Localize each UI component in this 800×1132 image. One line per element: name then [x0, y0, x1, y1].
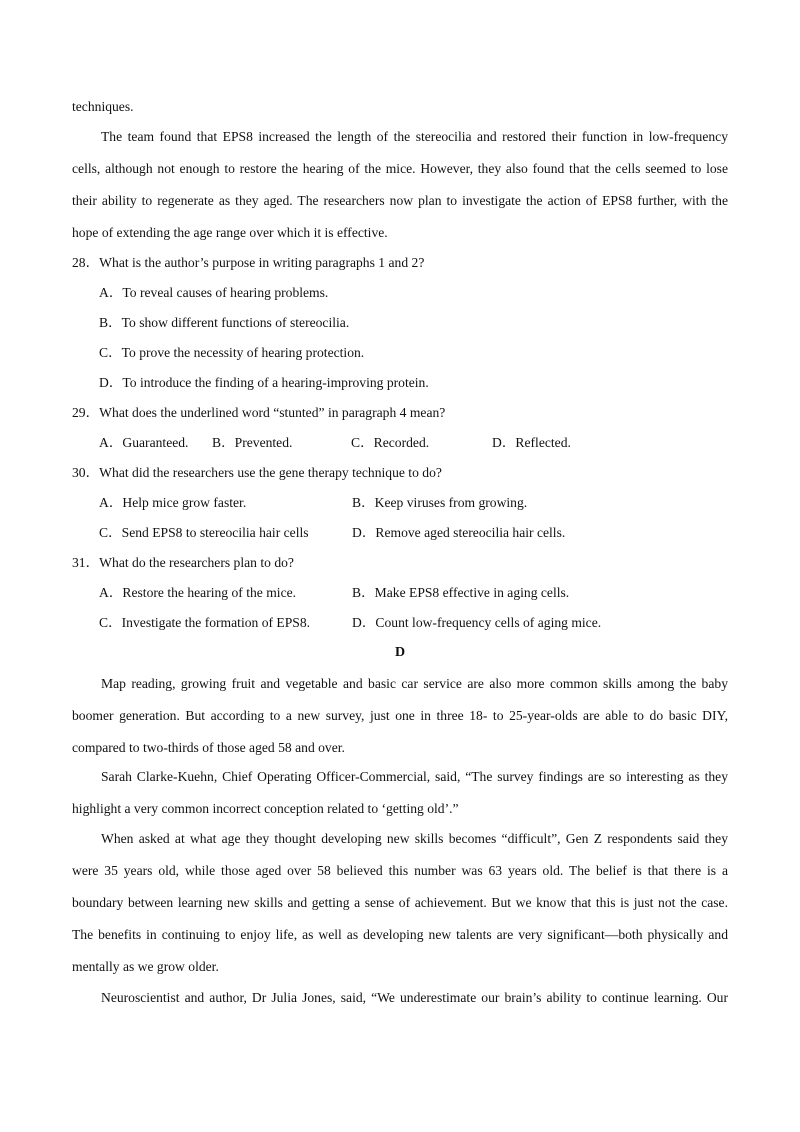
question-28-option-a: A．To reveal causes of hearing problems.: [99, 285, 329, 300]
question-30-option-c: C．Send EPS8 to stereocilia hair cells: [99, 525, 309, 540]
question-31-option-b: B．Make EPS8 effective in aging cells.: [352, 585, 570, 600]
passage-d-p3-line: mentally as we grow older.: [72, 959, 219, 974]
question-31-option-a: A．Restore the hearing of the mice.: [99, 585, 297, 600]
question-29-option-d: D．Reflected.: [492, 435, 571, 450]
question-29-option-b: B．Prevented.: [212, 435, 293, 450]
passage-d-p3-line: The benefits in continuing to enjoy life, as well as developing new talents are very significant—both physically and: [72, 927, 728, 942]
passage-d-p2-line: Sarah Clarke-Kuehn, Chief Operating Officer-Commercial, said, “The survey findings are so interesting as they: [101, 769, 728, 784]
passage-d-heading: D: [394, 645, 406, 660]
passage-d-p4-line: Neuroscientist and author, Dr Julia Jones, said, “We underestimate our brain’s ability to continue learning. Our: [101, 990, 728, 1005]
passage-c-continuation: techniques.: [72, 99, 134, 114]
passage-d-p2-line: highlight a very common incorrect conception related to ‘getting old’.”: [72, 801, 459, 816]
question-30-option-d: D．Remove aged stereocilia hair cells.: [352, 525, 566, 540]
question-29-option-c: C．Recorded.: [351, 435, 430, 450]
passage-c-paragraph-line: cells, although not enough to restore the hearing of the mice. However, they also found that the cells seemed to lose: [72, 161, 728, 176]
passage-d-p1-line: boomer generation. But according to a new survey, just one in three 18- to 25-year-olds are able to do basic DIY,: [72, 708, 728, 723]
passage-d-p3-line: boundary between learning new skills and getting a sense of achievement. But we know that this is just not the case.: [72, 895, 728, 910]
question-29-stem: 29．What does the underlined word “stunted” in paragraph 4 mean?: [72, 405, 446, 420]
question-31-option-c: C．Investigate the formation of EPS8.: [99, 615, 311, 630]
question-28-option-c: C．To prove the necessity of hearing protection.: [99, 345, 365, 360]
passage-d-p1-line: Map reading, growing fruit and vegetable and basic car service are also more common skills among the baby: [101, 676, 728, 691]
question-30-stem: 30．What did the researchers use the gene therapy technique to do?: [72, 465, 442, 480]
passage-d-p3-line: were 35 years old, while those aged over 58 believed this number was 63 years old. The belief is that there is a: [72, 863, 728, 878]
question-28-option-d: D．To introduce the finding of a hearing-improving protein.: [99, 375, 429, 390]
passage-c-paragraph-line: hope of extending the age range over which it is effective.: [72, 225, 388, 240]
question-31-option-d: D．Count low-frequency cells of aging mice.: [352, 615, 602, 630]
question-30-option-b: B．Keep viruses from growing.: [352, 495, 528, 510]
question-28-option-b: B．To show different functions of stereocilia.: [99, 315, 350, 330]
passage-c-paragraph-line: their ability to regenerate as they aged. The researchers now plan to investigate the action of EPS8 further, with the: [72, 193, 728, 208]
passage-c-paragraph-line: The team found that EPS8 increased the length of the stereocilia and restored their function in low-frequency: [101, 129, 728, 144]
question-30-option-a: A．Help mice grow faster.: [99, 495, 247, 510]
passage-d-p1-line: compared to two-thirds of those aged 58 and over.: [72, 740, 345, 755]
question-29-option-a: A．Guaranteed.: [99, 435, 189, 450]
question-28-stem: 28．What is the author’s purpose in writing paragraphs 1 and 2?: [72, 255, 425, 270]
passage-d-p3-line: When asked at what age they thought developing new skills becomes “difficult”, Gen Z respondents said they: [101, 831, 728, 846]
question-31-stem: 31．What do the researchers plan to do?: [72, 555, 294, 570]
